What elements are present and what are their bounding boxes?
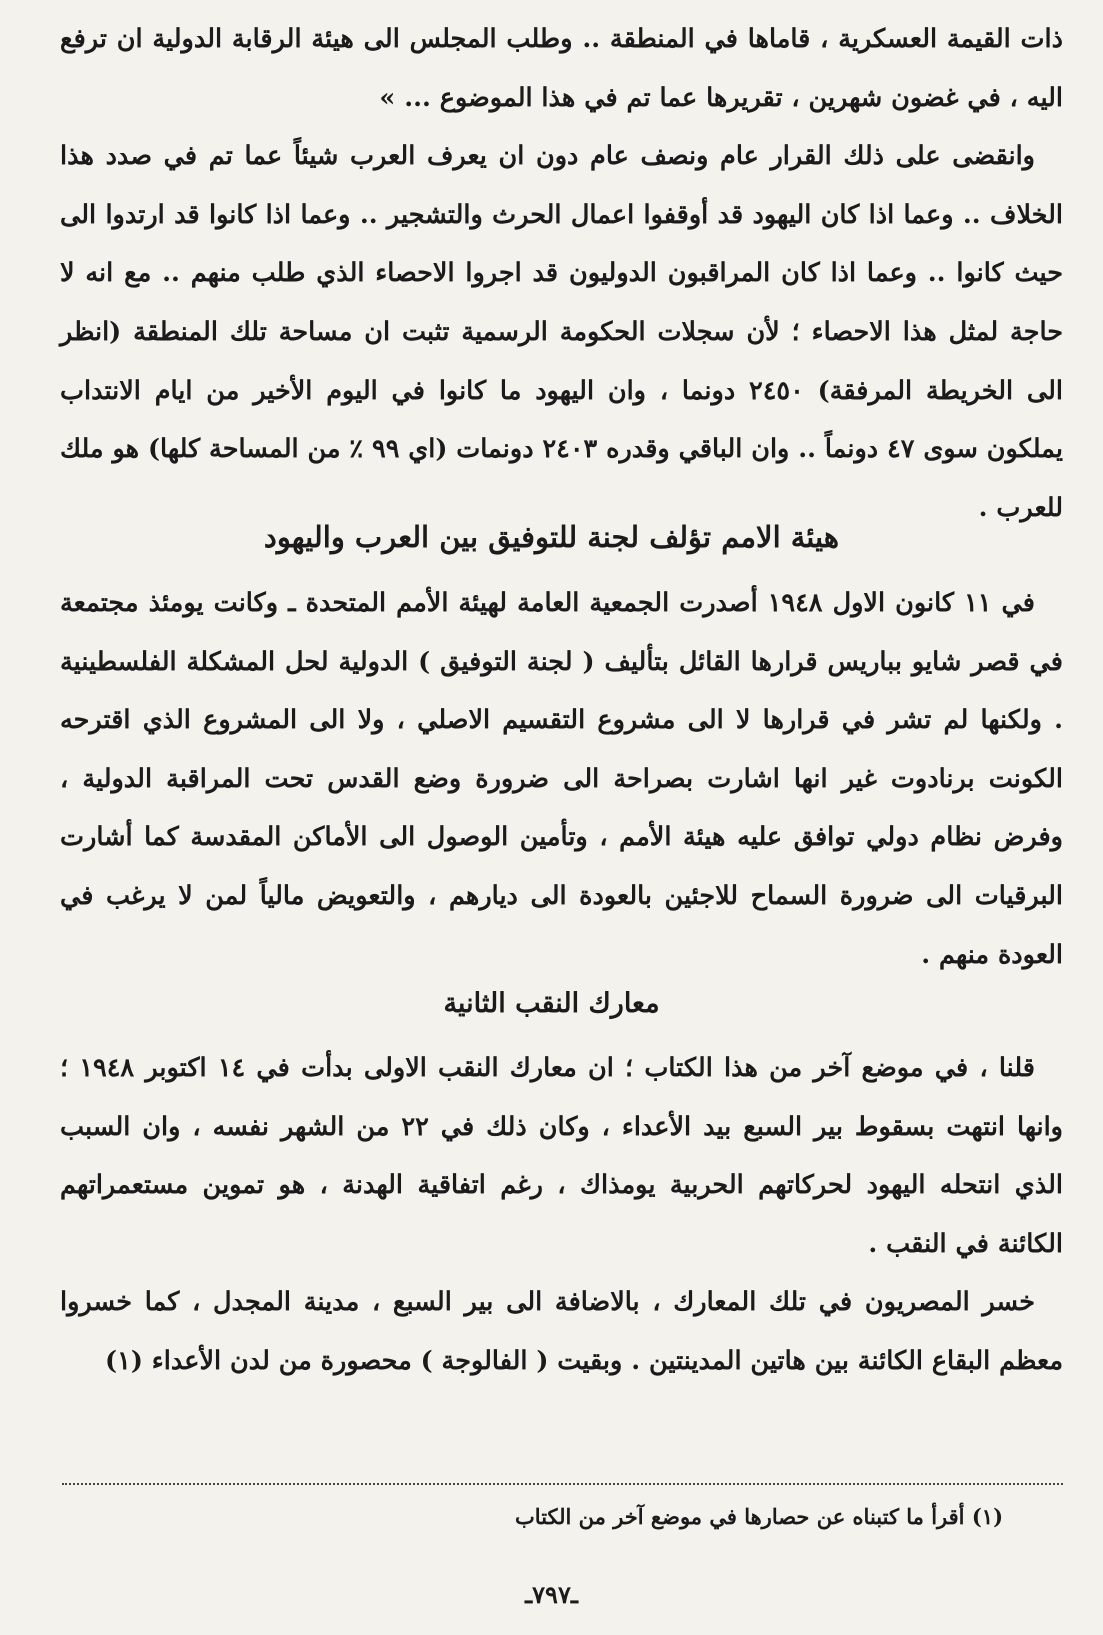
section-heading-conciliation-commission: هيئة الامم تؤلف لجنة للتوفيق بين العرب واليهود (263, 520, 840, 554)
section-3-body (60, 1039, 1063, 1391)
section-heading-negev-battles: معارك النقب الثانية (443, 988, 660, 1019)
footnote-divider (62, 1483, 1063, 1485)
section-2-body (60, 574, 1063, 984)
section-1-body (60, 10, 1063, 537)
paragraph: في ١١ كانون الاول ١٩٤٨ أصدرت الجمعية العامة لهيئة الأمم المتحدة ـ وكانت يومئذ مجتمعة في قصر شايو بباريس قرارها القائل بتأليف ( لجنة التوفيق ) الدولية لحل المشكلة الفلسطينية . ولكنها لم تشر في قرارها لا الى مشروع التقسيم الاصلي ، ولا الى المشروع الذي اقترحه الكونت برنادوت غير انها اشارت بصراحة الى ضرورة وضع القدس تحت المراقبة الدولية ، وفرض نظام دولي توافق عليه هيئة الأمم ، وتأمين الوصول الى الأماكن المقدسة كما أشارت البرقيات الى ضرورة السماح للاجئين بالعودة الى ديارهم ، والتعويض مالياً لمن لا يرغب في العودة منهم . (60, 588, 1063, 970)
paragraph: ذات القيمة العسكرية ، قاماها في المنطقة .. وطلب المجلس الى هيئة الرقابة الدولية ان ترفع اليه ، في غضون شهرين ، تقريرها عما تم في هذا الموضوع ... » (60, 24, 1063, 113)
paragraph: قلنا ، في موضع آخر من هذا الكتاب ؛ ان معارك النقب الاولى بدأت في ١٤ اكتوبر ١٩٤٨ ؛ وانها انتهت بسقوط بير السبع بيد الأعداء ، وكان ذلك في ٢٢ من الشهر نفسه ، وان السبب الذي انتحله اليهود لحركاتهم الحربية يومذاك ، رغم اتفاقية الهدنة ، هو تموين مستعمراتهم الكائنة في النقب . (60, 1053, 1063, 1259)
paragraph: وانقضى على ذلك القرار عام ونصف عام دون ان يعرف العرب شيئاً عما تم في صدد هذا الخلاف .. وعما اذا كان اليهود قد أوقفوا اعمال الحرث والتشجير .. وعما اذا كانوا قد ارتدوا الى حيث كانوا .. وعما اذا كان المراقبون الدوليون قد اجروا الاحصاء الذي طلب منهم .. مع انه لا حاجة لمثل هذا الاحصاء ؛ لأن سجلات الحكومة الرسمية تثبت ان مساحة تلك المنطقة (انظر الى الخريطة المرفقة) ٢٤٥٠ دونما ، وان اليهود ما كانوا في اليوم الأخير من ايام الانتداب يملكون سوى ٤٧ دونماً .. وان الباقي وقدره ٢٤٠٣ دونمات (اي ٩٩ ٪ من المساحة كلها) هو ملك للعرب . (60, 141, 1063, 523)
page-number: ـ٧٩٧ـ (525, 1580, 578, 1609)
paragraph: خسر المصريون في تلك المعارك ، بالاضافة الى بير السبع ، مدينة المجدل ، كما خسروا معظم البقاع الكائنة بين هاتين المدينتين . وبقيت ( الفالوجة ) محصورة من لدن الأعداء (١) (60, 1287, 1063, 1376)
footnote: (١) أقرأ ما كتبناه عن حصارها في موضع آخر من الكتاب (515, 1504, 1003, 1529)
